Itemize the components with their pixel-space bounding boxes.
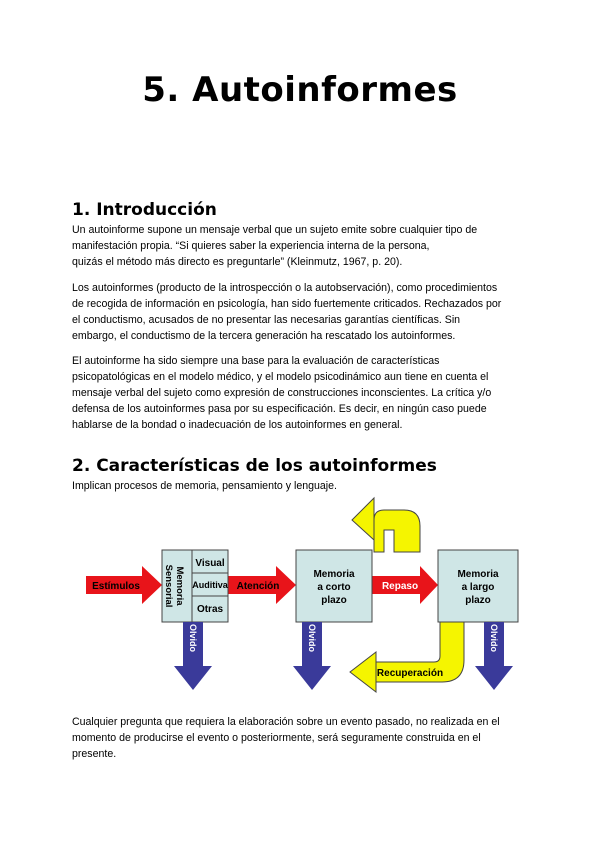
label-memoria-sensorial-2: Sensorial bbox=[163, 564, 174, 608]
label-largo-plazo-3: plazo bbox=[465, 595, 491, 606]
label-olvido-2: Olvido bbox=[307, 624, 317, 653]
label-corto-plazo-1: Memoria bbox=[313, 569, 355, 580]
label-auditiva: Auditiva bbox=[192, 580, 228, 590]
text-line: Un autoinforme supone un mensaje verbal que un sujeto emite sobre cualquier tipo de bbox=[72, 224, 478, 236]
label-estimulos: Estímulos bbox=[92, 581, 140, 592]
closing-paragraph bbox=[72, 714, 528, 762]
label-repaso: Repaso bbox=[381, 581, 419, 592]
label-olvido-1: Olvido bbox=[188, 624, 198, 653]
label-olvido-3: Olvido bbox=[489, 624, 499, 653]
label-recuperacion: Recuperación bbox=[376, 668, 444, 679]
label-visual: Visual bbox=[195, 558, 225, 569]
label-largo-plazo-2: a largo bbox=[461, 582, 495, 593]
text-line: mensaje verbal del sujeto como expresión de construcciones inconscientes. La crítica y/o bbox=[72, 387, 492, 399]
text-line: Implican procesos de memoria, pensamiento y lenguaje. bbox=[72, 480, 337, 492]
text-line: defensa de los autoinformes pasa por su especificación. Es decir, en ningún caso puede bbox=[72, 403, 487, 415]
label-largo-plazo-1: Memoria bbox=[457, 569, 499, 580]
text-line: psicopatológicas en el modelo médico, y el modelo psicodinámico aun tiene en cuenta el bbox=[72, 371, 489, 383]
page-title: 5. Autoinformes bbox=[142, 70, 458, 110]
label-atencion: Atención bbox=[236, 581, 280, 592]
text-line: embargo, el conductismo de la tercera generación ha rescatado los autoinformes. bbox=[72, 330, 456, 342]
recuperacion-arrowhead bbox=[350, 652, 376, 692]
text-line: manifestación propia. “Si quieres saber la experiencia interna de la persona, bbox=[72, 240, 430, 252]
text-line: momento de producirse el evento o posteriormente, será seguramente construida en el bbox=[72, 732, 481, 744]
section-heading-introduccion: 1. Introducción bbox=[72, 200, 217, 220]
label-memoria-sensorial-1: Memoria bbox=[174, 566, 185, 606]
section-heading-caracteristicas: 2. Características de los autoinformes bbox=[72, 456, 437, 476]
repaso-loop-arrow bbox=[374, 510, 420, 552]
text-line: presente. bbox=[72, 748, 117, 760]
text-line: El autoinforme ha sido siempre una base para la evaluación de características bbox=[72, 355, 440, 367]
repaso-loop-arrowhead bbox=[352, 498, 374, 540]
text-line: hablarse de la bondad o inadecuación de los autoinformes en general. bbox=[72, 419, 403, 431]
label-otras: Otras bbox=[196, 604, 224, 615]
text-line: Cualquier pregunta que requiera la elaboración sobre un evento pasado, no realizada en el bbox=[72, 716, 500, 728]
label-corto-plazo-3: plazo bbox=[321, 595, 347, 606]
text-line: de recogida de información en psicología, han sido fuertemente criticados. Rechazados por bbox=[72, 298, 502, 310]
label-corto-plazo-2: a corto bbox=[317, 582, 351, 593]
text-line: el conductismo, acusados de no presentar las necesarias garantías científicas. Sin bbox=[72, 314, 461, 326]
text-line: quizás el método más directo es preguntarle” (Kleinmutz, 1967, p. 20). bbox=[72, 256, 403, 268]
text-line: Los autoinformes (producto de la introspección o la autobservación), como procedimientos bbox=[72, 282, 498, 294]
